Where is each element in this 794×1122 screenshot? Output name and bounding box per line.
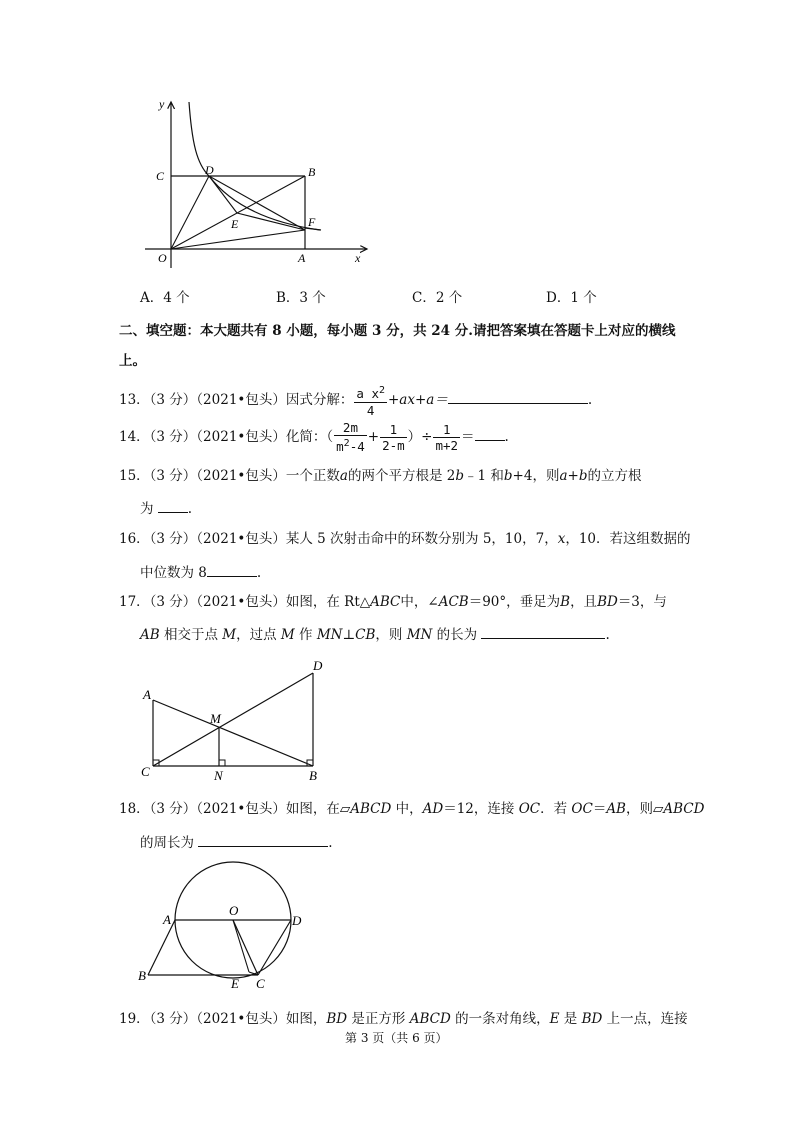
q18-var: OC	[571, 801, 593, 817]
q18-var: AD	[422, 801, 444, 817]
label-a: A	[298, 251, 306, 265]
q16-text: 中位数为 8	[140, 565, 207, 581]
option-letter: C．	[412, 290, 436, 306]
q18-text: ＝12，连接	[443, 801, 519, 817]
label-e: E	[231, 217, 239, 231]
label-b: B	[138, 968, 146, 983]
q19-text: 是正方形	[347, 1011, 410, 1027]
section-heading-cont: 上。	[119, 353, 146, 369]
answer-blank[interactable]	[158, 498, 188, 513]
q14-f1-den: m	[336, 439, 344, 455]
q17-text: ，过点	[236, 627, 281, 643]
q17-text: 相交于点	[159, 627, 223, 643]
label-f: F	[308, 215, 316, 229]
label-n: N	[214, 768, 223, 783]
q13-end: .	[587, 392, 593, 408]
q18-end: .	[328, 835, 333, 851]
question-18-cont	[140, 832, 333, 852]
option-text: 4 个	[163, 290, 190, 306]
q14-prefix: 14．（3 分）（2021•包头）化简：（	[119, 429, 334, 445]
q17-var: M	[280, 627, 295, 643]
q14-f1-den-sup: 2	[343, 438, 350, 450]
q16-end: .	[256, 565, 262, 581]
segment-oe	[233, 920, 249, 972]
q19-text: 是	[559, 1011, 582, 1027]
answer-blank[interactable]	[448, 389, 588, 404]
q16-text: ，10．若这组数据的	[565, 531, 691, 547]
label-c: C	[156, 169, 165, 183]
q15-text: 为	[140, 501, 154, 517]
q19-text: 的一条对角线，	[450, 1011, 550, 1027]
question-17-cont	[140, 624, 610, 644]
q17-var: AB	[140, 627, 160, 643]
answer-blank[interactable]	[198, 832, 328, 847]
q13-den: 4	[366, 402, 375, 418]
label-b: B	[308, 165, 316, 179]
segment-oc	[233, 920, 258, 975]
q17-var: M	[222, 627, 237, 643]
option-a	[140, 289, 190, 307]
label-c: C	[141, 764, 150, 779]
q14-fraction-2	[380, 422, 407, 453]
label-o: O	[158, 251, 167, 265]
q18-var: AB	[606, 801, 626, 817]
q13-fraction	[354, 383, 387, 417]
question-17	[119, 593, 667, 611]
q17-var: B	[560, 594, 571, 610]
q14-end: .	[504, 429, 509, 445]
option-b	[276, 289, 326, 307]
segment-of	[171, 230, 305, 249]
q14-fraction-3	[433, 422, 460, 453]
answer-blank[interactable]	[481, 624, 605, 639]
q15-text: 的两个平方根是 2	[347, 468, 456, 484]
question-14	[119, 418, 509, 456]
q17-text: ＝90°，垂足为	[468, 594, 561, 610]
q15-var: a	[339, 468, 348, 484]
q14-f2-num: 1	[380, 422, 407, 438]
q13-rest: +ax+a＝	[388, 392, 448, 408]
q17-var: MN	[406, 627, 433, 643]
segment-cd	[153, 673, 313, 766]
option-letter: A．	[140, 290, 164, 306]
label-a: A	[163, 912, 171, 927]
label-x: x	[355, 251, 361, 265]
label-o: O	[229, 903, 239, 918]
q17-var: CB	[355, 627, 376, 643]
q15-text: +4，则	[512, 468, 560, 484]
q14-mid: ）÷	[407, 429, 433, 445]
q18-text: 18．（3 分）（2021•包头）如图，在▱	[119, 801, 351, 817]
q14-f1-num: 2m	[334, 420, 367, 436]
q17-text: ，且	[570, 594, 598, 610]
q17-text: 中，∠	[400, 594, 439, 610]
label-y: y	[159, 97, 165, 111]
q18-text: 中，	[391, 801, 423, 817]
segment-de	[209, 176, 237, 213]
segment-dc	[258, 920, 291, 975]
q19-text: 19．（3 分）（2021•包头）如图，	[119, 1011, 327, 1027]
q18-text: ．若	[540, 801, 572, 817]
label-d: D	[292, 913, 302, 928]
question-13	[119, 381, 592, 419]
section-heading: 二、填空题：本大题共有 8 小题，每小题 3 分，共 24 分.请把答案填在答题卡上对应的横线	[119, 323, 676, 339]
question-15	[119, 467, 641, 485]
question-18	[119, 800, 704, 818]
q17-var: ACB	[438, 594, 469, 610]
segment-ab	[153, 700, 313, 766]
q18-var: ABCD	[350, 801, 392, 817]
q17-end: .	[605, 627, 610, 643]
question-19	[119, 1010, 688, 1028]
q14-f1-den-rest: -4	[349, 439, 365, 455]
label-d: D	[205, 163, 214, 177]
q18-var: ABCD	[663, 801, 705, 817]
q14-f3-num: 1	[433, 422, 460, 438]
q19-text: 上一点，连接	[602, 1011, 688, 1027]
q15-end: .	[187, 501, 193, 517]
option-c	[412, 289, 462, 307]
q17-var: ABC	[370, 594, 401, 610]
q16-var: x	[557, 531, 566, 547]
q15-text: 的立方根	[587, 468, 642, 484]
q15-var: a+b	[559, 468, 588, 484]
q13-num: a x	[356, 386, 379, 402]
q15-var: b	[503, 468, 513, 484]
q15-text: ﹣1 和	[464, 468, 504, 484]
segment-ef	[237, 213, 305, 230]
label-a: A	[143, 687, 151, 702]
q17-text: ⊥	[342, 627, 356, 643]
q19-var: BD	[581, 1011, 603, 1027]
q18-var: OC	[518, 801, 541, 817]
q17-text: 的长为	[432, 627, 478, 643]
q19-var: BD	[326, 1011, 348, 1027]
q16-text: 16．（3 分）（2021•包头）某人 5 次射击命中的环数分别为 5，10，7，	[119, 531, 558, 547]
label-m: M	[210, 711, 221, 726]
page-footer: 第 3 页（共 6 页）	[345, 1031, 448, 1045]
question-16-cont	[140, 562, 261, 582]
q14-f2-den: 2-m	[382, 438, 405, 453]
right-angle-n	[219, 760, 225, 766]
answer-blank[interactable]	[475, 426, 505, 441]
segment-ab	[148, 920, 175, 975]
question-15-cont	[140, 498, 192, 518]
q14-eq: ＝	[461, 429, 475, 445]
q13-sup: 2	[378, 385, 385, 397]
option-letter: D．	[546, 290, 571, 306]
q15-var: b	[455, 468, 464, 484]
q15-text: 15．（3 分）（2021•包头）一个正数	[119, 468, 340, 484]
figure-circle-parallelogram	[135, 860, 315, 995]
label-d: D	[313, 658, 323, 673]
answer-blank[interactable]	[207, 562, 257, 577]
q17-text: 17．（3 分）（2021•包头）如图，在 Rt△	[119, 594, 371, 610]
q18-text: ＝	[592, 801, 607, 817]
question-16	[119, 530, 691, 548]
q17-text: 作	[294, 627, 317, 643]
q17-text: ＝3，与	[617, 594, 667, 610]
q19-var: ABCD	[409, 1011, 451, 1027]
q13-prefix: 13．（3 分）（2021•包头）因式分解：	[119, 392, 354, 408]
option-text: 1 个	[570, 290, 597, 306]
figure-hyperbola-rectangle	[145, 96, 375, 271]
q17-text: ，则	[375, 627, 407, 643]
figure-triangle-perpendiculars	[138, 655, 338, 785]
q14-fraction-1	[334, 420, 367, 454]
q19-var: E	[549, 1011, 560, 1027]
q17-var: MN	[316, 627, 343, 643]
label-e: E	[231, 976, 239, 991]
option-d	[546, 289, 597, 307]
option-letter: B．	[276, 290, 300, 306]
option-text: 2 个	[435, 290, 463, 306]
q18-text: ，则▱	[625, 801, 664, 817]
q18-text: 的周长为	[140, 835, 194, 851]
label-b: B	[309, 768, 317, 783]
q14-f3-den: m+2	[435, 438, 459, 453]
q14-plus: +	[367, 429, 380, 445]
label-c: C	[256, 976, 265, 991]
option-text: 3 个	[299, 290, 326, 306]
q17-var: BD	[597, 594, 618, 610]
segment-ob	[171, 176, 305, 249]
